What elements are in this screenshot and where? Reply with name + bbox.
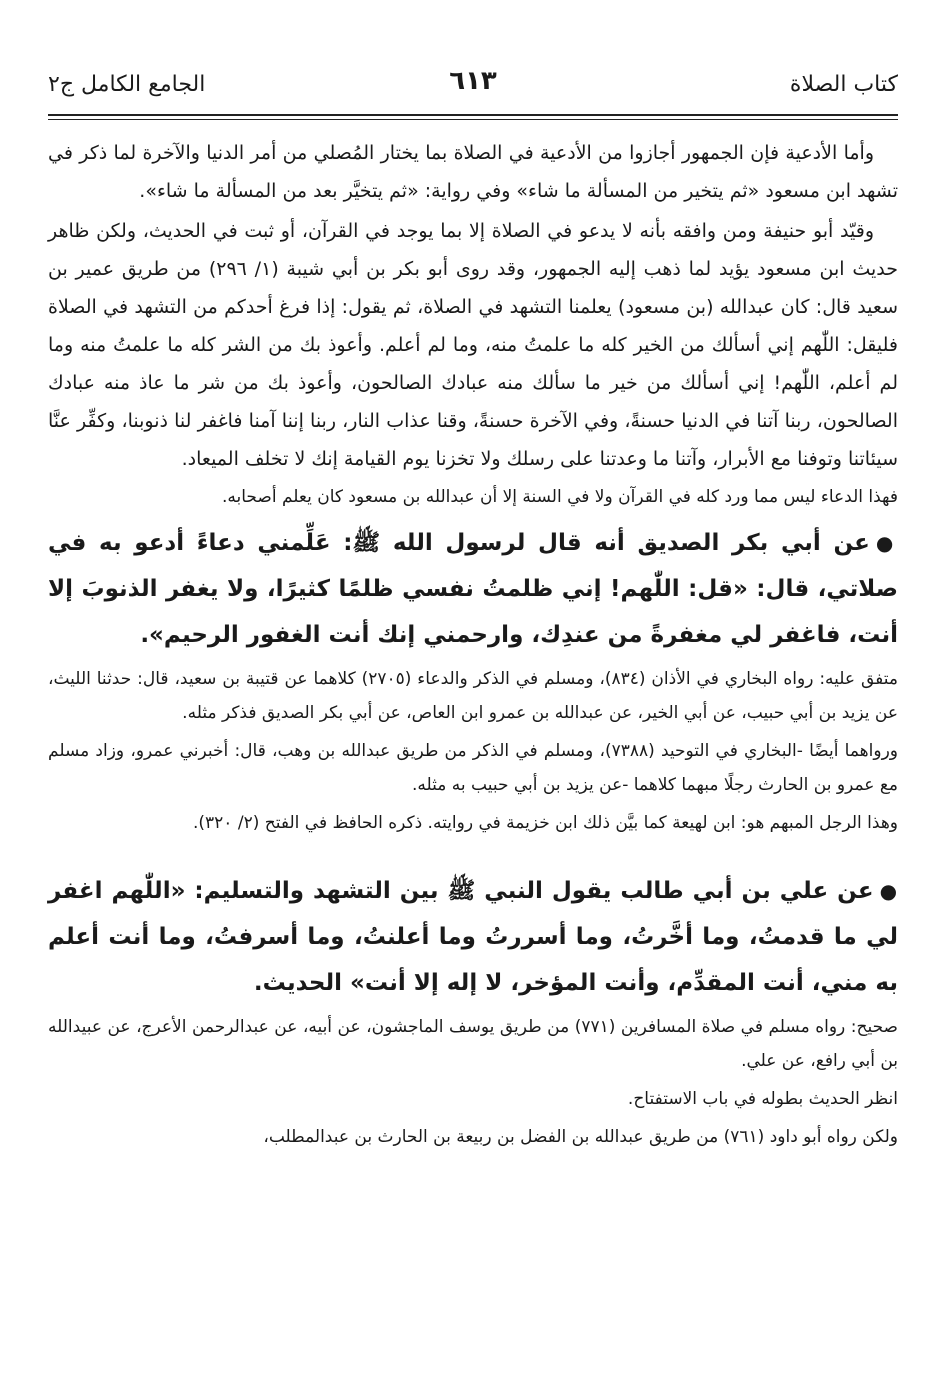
hadith-text: عن علي بن أبي طالب يقول النبي ﷺ بين التشهد والتسليم: «اللّٰهم اغفر لي ما قدمتُ، وما أخَّرتُ، وما أسررتُ وما أعلنتُ، وما أسرفتُ، وما أنت أعلم به مني، أنت المقدِّم، وأنت المؤخر، لا إله إلا أنت» الحديث. [48,878,898,996]
hadith-text: عن أبي بكر الصديق أنه قال لرسول الله ﷺ: عَلِّمني دعاءً أدعو به في صلاتي، قال: «قل: اللّٰهم! إني ظلمتُ نفسي ظلمًا كثيرًا، ولا يغفر الذنوبَ إلا أنت، فاغفر لي مغفرةً من عندِك، وارحمني إنك أنت الغفور الرحيم». [48,530,898,648]
body-paragraph: وأما الأدعية فإن الجمهور أجازوا من الأدعية في الصلاة بما يختار المُصلي من أمر الدنيا والآخرة لما ذكر في تشهد ابن مسعود «ثم يتخير من المسألة ما شاء» وفي رواية: «ثم يتخيَّر بعد من المسألة ما شاء». [48,142,898,202]
note-paragraph: انظر الحديث بطوله في باب الاستفتاح. [627,1089,898,1109]
hadith-paragraph [48,520,898,658]
note-paragraph: وهذا الرجل المبهم هو: ابن لهيعة كما بيَّن ذلك ابن خزيمة في روايته. ذكره الحافظ في الفتح (٢/ ٣٢٠). [193,813,898,833]
note-paragraph: فهذا الدعاء ليس مما ورد كله في القرآن ولا في السنة إلا أن عبدالله بن مسعود كان يعلم أصحابه. [222,487,898,507]
hadith-paragraph [48,868,898,1006]
note-paragraph: متفق عليه: رواه البخاري في الأذان (٨٣٤)، ومسلم في الذكر والدعاء (٢٧٠٥) كلاهما عن قتيبة بن سعيد، قال: حدثنا الليث، عن يزيد بن أبي حبيب، عن أبي الخير، عن عبدالله بن عمرو ابن العاص، عن أبي بكر الصديق فذكر مثله. [48,669,898,723]
book-page [48,62,898,1158]
page-content [48,134,898,1154]
header-rule-thick [48,114,898,116]
bullet-icon: ● [879,879,898,903]
book-title: الجامع الكامل ج٢ [48,72,206,97]
section-gap [48,844,898,862]
note-paragraph: ورواهما أيضًا -البخاري في التوحيد (٧٣٨٨)، ومسلم في الذكر من طريق عبدالله بن وهب، قال: أخبرني عمرو، وزاد مسلم مع عمرو بن الحارث رجلًا مبهما كلاهما -عن يزيد بن أبي حبيب به مثله. [48,741,898,795]
bullet-icon: ● [875,531,898,555]
chapter-title: كتاب الصلاة [789,72,898,97]
page-header [48,62,898,112]
page-number: ٦١٣ [449,66,497,96]
note-paragraph: ولكن رواه أبو داود (٧٦١) من طريق عبدالله بن الفضل بن ربيعة بن الحارث بن عبدالمطلب، [263,1127,898,1147]
body-paragraph: وقيّد أبو حنيفة ومن وافقه بأنه لا يدعو في الصلاة إلا بما يوجد في القرآن، أو ثبت في الحديث، ولكن ظاهر حديث ابن مسعود يؤيد لما ذهب إليه الجمهور، وقد روى أبو بكر بن أبي شيبة (١/ ٢٩٦) من طريق عمير بن سعيد قال: كان عبدالله (بن مسعود) يعلمنا التشهد في الصلاة، ثم يقول: إذا فرغ أحدكم من التشهد في الصلاة فليقل: اللّٰهم إني أسألك من الخير كله ما علمتُ منه، وما لم أعلم. وأعوذ بك من الشر كله ما علمتُ منه وما لم أعلم، اللّٰهم! إني أسألك من خير ما سألك منه عبادك الصالحون، وأعوذ بك من شر ما عاذ منه عبادك الصالحون، ربنا آتنا في الدنيا حسنةً، وفي الآخرة حسنةً، وقنا عذاب النار، ربنا إننا آمنا فاغفر لنا ذنوبنا، وكفِّر عنَّا سيئاتنا وتوفنا مع الأبرار، وآتنا ما وعدتنا على رسلك ولا تخزنا يوم القيامة إنك لا تخلف الميعاد. [48,220,898,470]
note-paragraph: صحيح: رواه مسلم في صلاة المسافرين (٧٧١) من طريق يوسف الماجشون، عن أبيه، عن عبدالرحمن الأعرج، عن عبيدالله بن أبي رافع، عن علي. [48,1017,898,1071]
header-rule-thin [48,119,898,120]
